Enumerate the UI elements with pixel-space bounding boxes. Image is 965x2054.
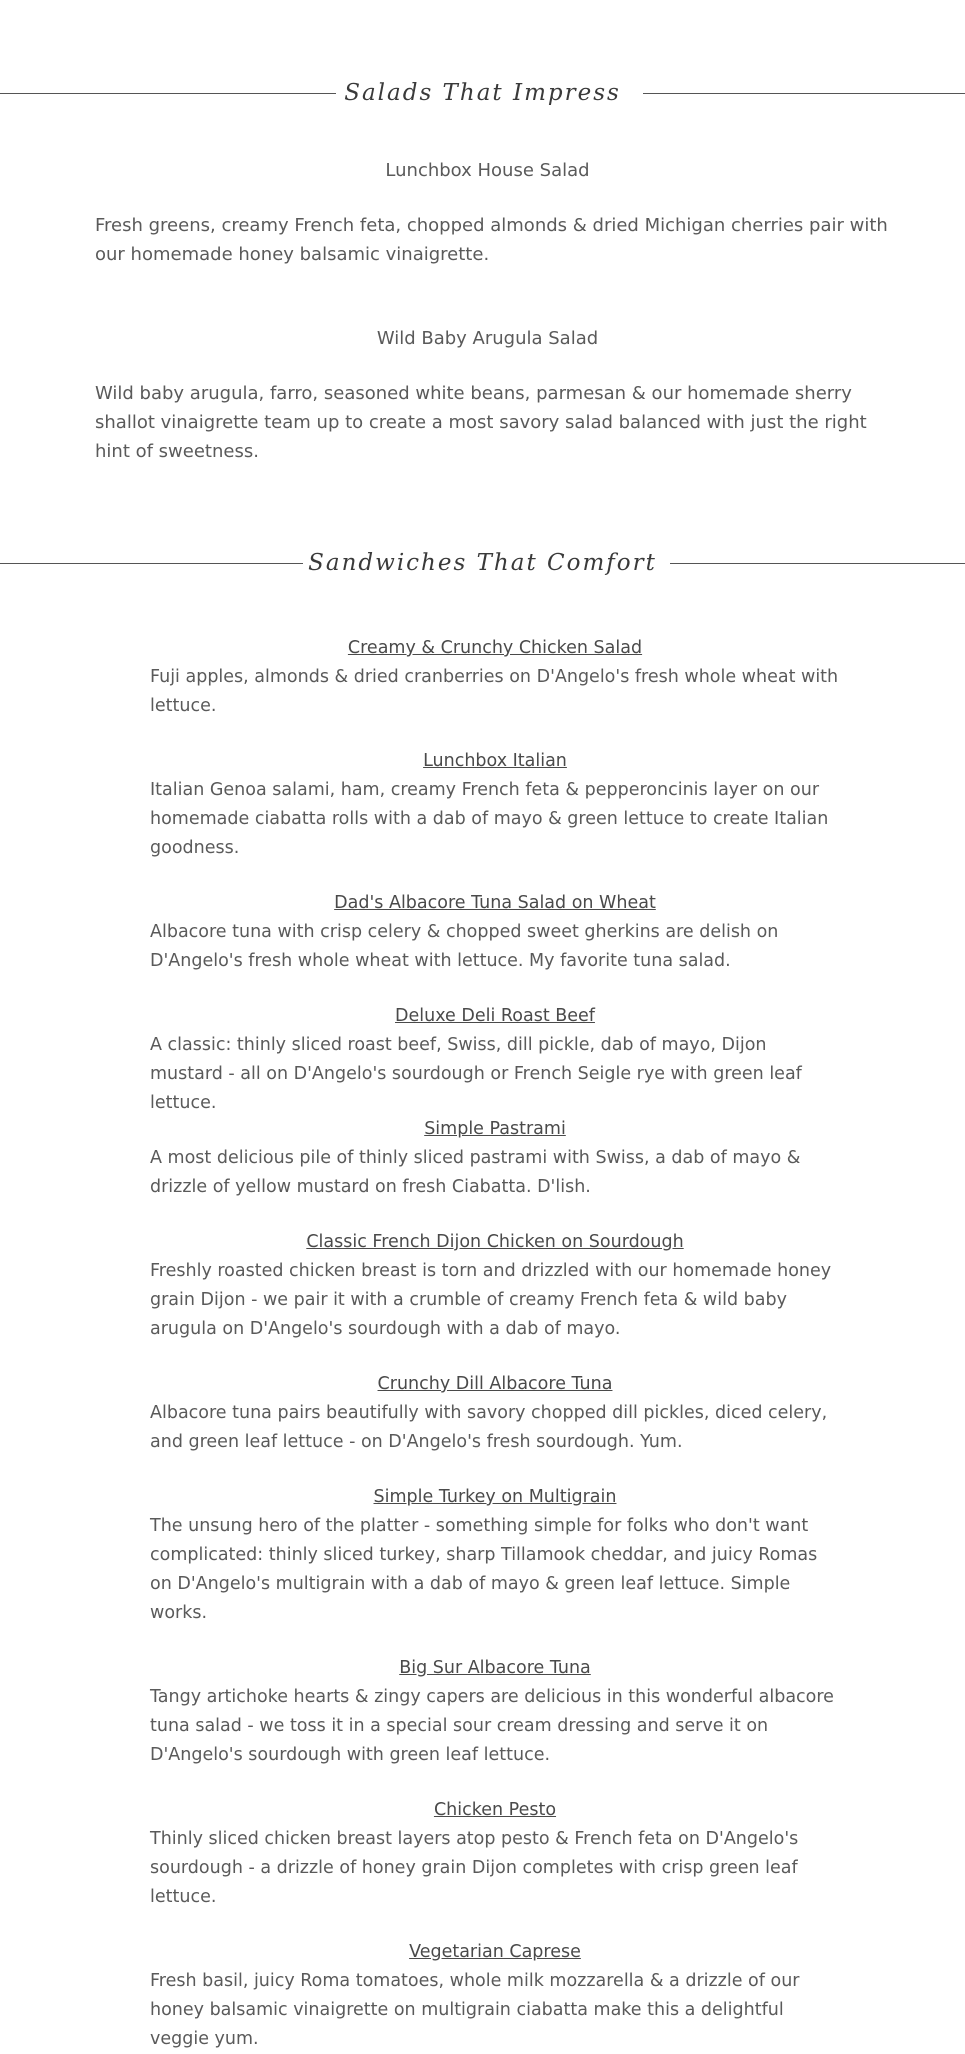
sandwich-item (150, 1654, 840, 1770)
salad-description: Wild baby arugula, farro, seasoned white beans, parmesan & our homemade sherry shallot vinaigrette team up to create a most savory salad balanced with just the right hint of sweetness. (95, 383, 867, 462)
sandwich-item (150, 1370, 840, 1457)
sandwich-description: Italian Genoa salami, ham, creamy French feta & pepperoncinis layer on our homemade ciabatta rolls with a dab of mayo & green lettuce to create Italian goodness. (150, 780, 829, 858)
salad-title: Lunchbox House Salad (385, 160, 590, 181)
sandwich-item (150, 1796, 840, 1912)
sandwich-name: Lunchbox Italian (423, 751, 567, 771)
sandwich-description: The unsung hero of the platter - something simple for folks who don't want complicated: thinly sliced turkey, sharp Tillamook cheddar, and juicy Romas on D'Angelo's multigrain with a dab of mayo & green leaf lettuce. Simple works. (150, 1516, 818, 1623)
salad-description: Fresh greens, creamy French feta, chopped almonds & dried Michigan cherries pair with our homemade honey balsamic vinaigrette. (95, 215, 888, 265)
sandwich-name: Simple Turkey on Multigrain (373, 1487, 617, 1507)
sandwich-name: Vegetarian Caprese (409, 1942, 581, 1962)
sandwich-name: Simple Pastrami (424, 1119, 566, 1139)
salad-title: Wild Baby Arugula Salad (376, 328, 599, 349)
sandwich-description: Fuji apples, almonds & dried cranberries on D'Angelo's fresh whole wheat with lettuce. (150, 667, 839, 716)
sandwich-name: Big Sur Albacore Tuna (399, 1658, 591, 1678)
sandwiches-section-heading (0, 543, 965, 583)
sandwich-item (150, 1002, 840, 1118)
sandwich-name: Crunchy Dill Albacore Tuna (377, 1374, 613, 1394)
sandwich-description: Albacore tuna with crisp celery & chopped sweet gherkins are delish on D'Angelo's fresh whole wheat with lettuce. My favorite tuna salad. (150, 922, 779, 971)
sandwich-description: Freshly roasted chicken breast is torn and drizzled with our homemade honey grain Dijon - we pair it with a crumble of creamy French feta & wild baby arugula on D'Angelo's sourdough with a dab of mayo. (150, 1261, 832, 1339)
sandwich-item (150, 889, 840, 976)
sandwich-name: Dad's Albacore Tuna Salad on Wheat (334, 893, 656, 913)
sandwich-name: Chicken Pesto (433, 1800, 557, 1820)
sandwich-name: Creamy & Crunchy Chicken Salad (347, 638, 643, 658)
sandwiches-heading-title: Sandwiches That Comfort (308, 550, 657, 576)
sandwich-description: A classic: thinly sliced roast beef, Swiss, dill pickle, dab of mayo, Dijon mustard - all on D'Angelo's sourdough or French Seigle rye with green leaf lettuce. (150, 1035, 802, 1113)
sandwich-name: Classic French Dijon Chicken on Sourdough (306, 1232, 684, 1252)
salads-section-heading (0, 73, 965, 113)
sandwich-item (150, 1115, 840, 1202)
sandwich-item (150, 1228, 840, 1344)
sandwich-description: A most delicious pile of thinly sliced pastrami with Swiss, a dab of mayo & drizzle of yellow mustard on fresh Ciabatta. D'lish. (150, 1148, 801, 1197)
sandwich-item (150, 747, 840, 863)
sandwich-description: Fresh basil, juicy Roma tomatoes, whole milk mozzarella & a drizzle of our honey balsamic vinaigrette on multigrain ciabatta make this a delightful veggie yum. (150, 1971, 800, 2049)
sandwich-item (150, 634, 840, 721)
sandwich-item (150, 1938, 840, 2054)
sandwich-description: Thinly sliced chicken breast layers atop pesto & French feta on D'Angelo's sourdough - a drizzle of honey grain Dijon completes with crisp green leaf lettuce. (150, 1829, 799, 1907)
sandwich-description: Tangy artichoke hearts & zingy capers are delicious in this wonderful albacore tuna salad - we toss it in a special sour cream dressing and serve it on D'Angelo's sourdough with green leaf lettuce. (150, 1687, 834, 1765)
sandwich-description: Albacore tuna pairs beautifully with savory chopped dill pickles, diced celery, and green leaf lettuce - on D'Angelo's fresh sourdough. Yum. (150, 1403, 828, 1452)
sandwich-item (150, 1483, 840, 1628)
sandwich-name: Deluxe Deli Roast Beef (395, 1006, 595, 1026)
salads-heading-title: Salads That Impress (344, 80, 621, 106)
